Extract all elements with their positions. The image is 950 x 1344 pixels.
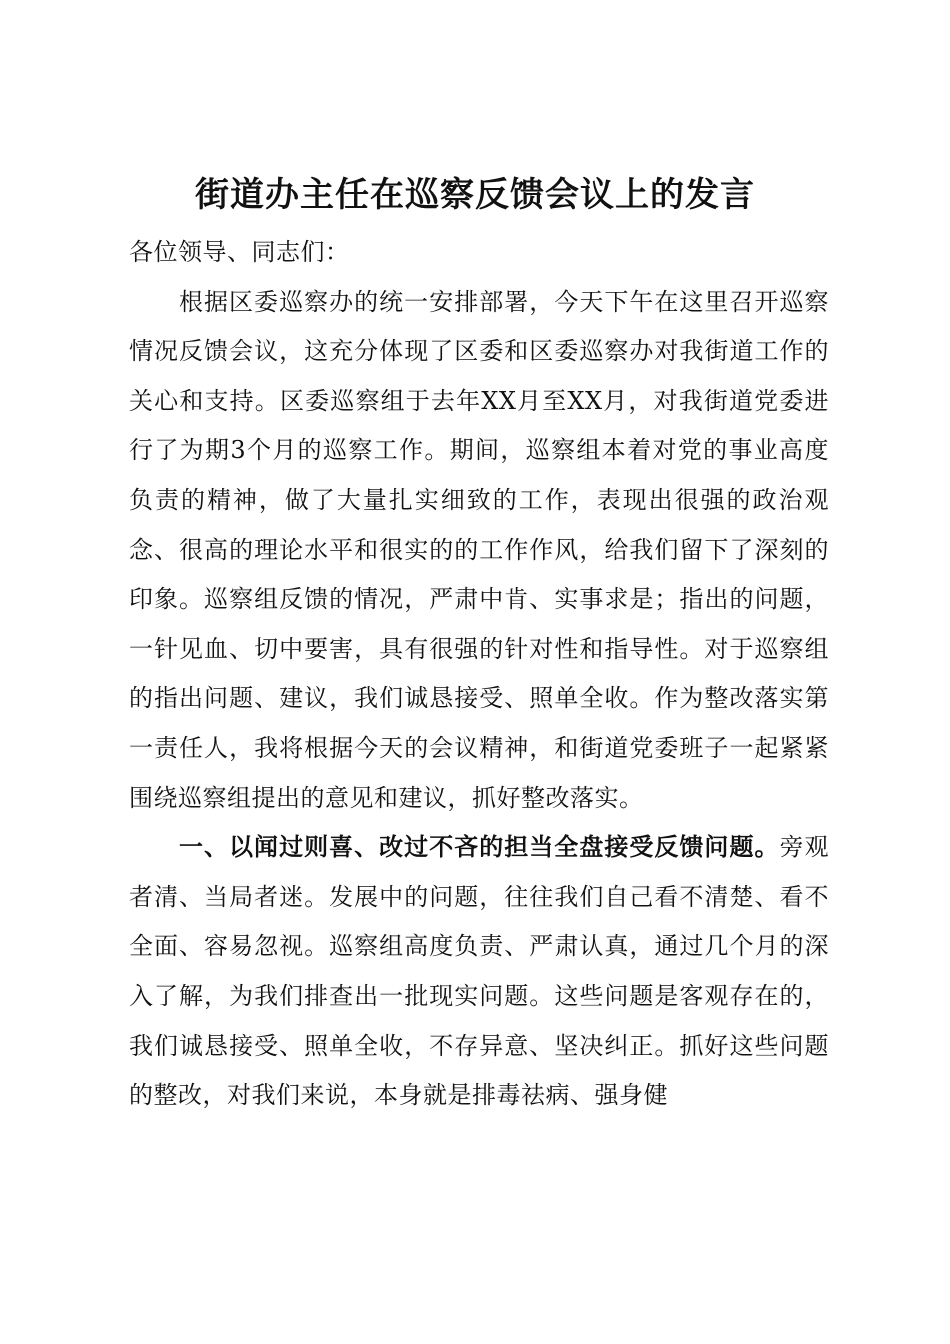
paragraph-1: 根据区委巡察办的统一安排部署，今天下午在这里召开巡察情况反馈会议，这充分体现了区委和区委巡察办对我街道工作的关心和支持。区委巡察组于去年XX月至XX月，对我街道党委进行了为期3个月的巡察工作。期间，巡察组本着对党的事业高度负责的精神，做了大量扎实细致的工作，表现出很强的政治观念、很高的理论水平和很实的的工作作风，给我们留下了深刻的印象。巡察组反馈的情况，严肃中肯、实事求是；指出的问题，一针见血、切中要害，具有很强的针对性和指导性。对于巡察组的指出问题、建议，我们诚恳接受、照单全收。作为整改落实第一责任人，我将根据今天的会议精神，和街道党委班子一起紧紧围绕巡察组提出的意见和建议，抓好整改落实。 (129, 287, 829, 812)
section-heading-1: 一、以闻过则喜、改过不吝的担当全盘接受反馈问题。 (179, 833, 780, 862)
document-body (129, 228, 829, 1121)
salutation: 各位领导、同志们： (129, 238, 350, 266)
paragraph-2-text: 旁观者清、当局者迷。发展中的问题，往往我们自己看不清楚、看不全面、容易忽视。巡察组高度负责、严肃认真，通过几个月的深入了解，为我们排查出一批现实问题。这些问题是客观存在的，我们诚恳接受、照单全收，不存异意、坚决纠正。抓好这些问题的整改，对我们来说，本身就是排毒祛病、强身健 (129, 833, 830, 1110)
document-title: 街道办主任在巡察反馈会议上的发言 (195, 174, 755, 215)
paragraph-2 (129, 823, 829, 1121)
